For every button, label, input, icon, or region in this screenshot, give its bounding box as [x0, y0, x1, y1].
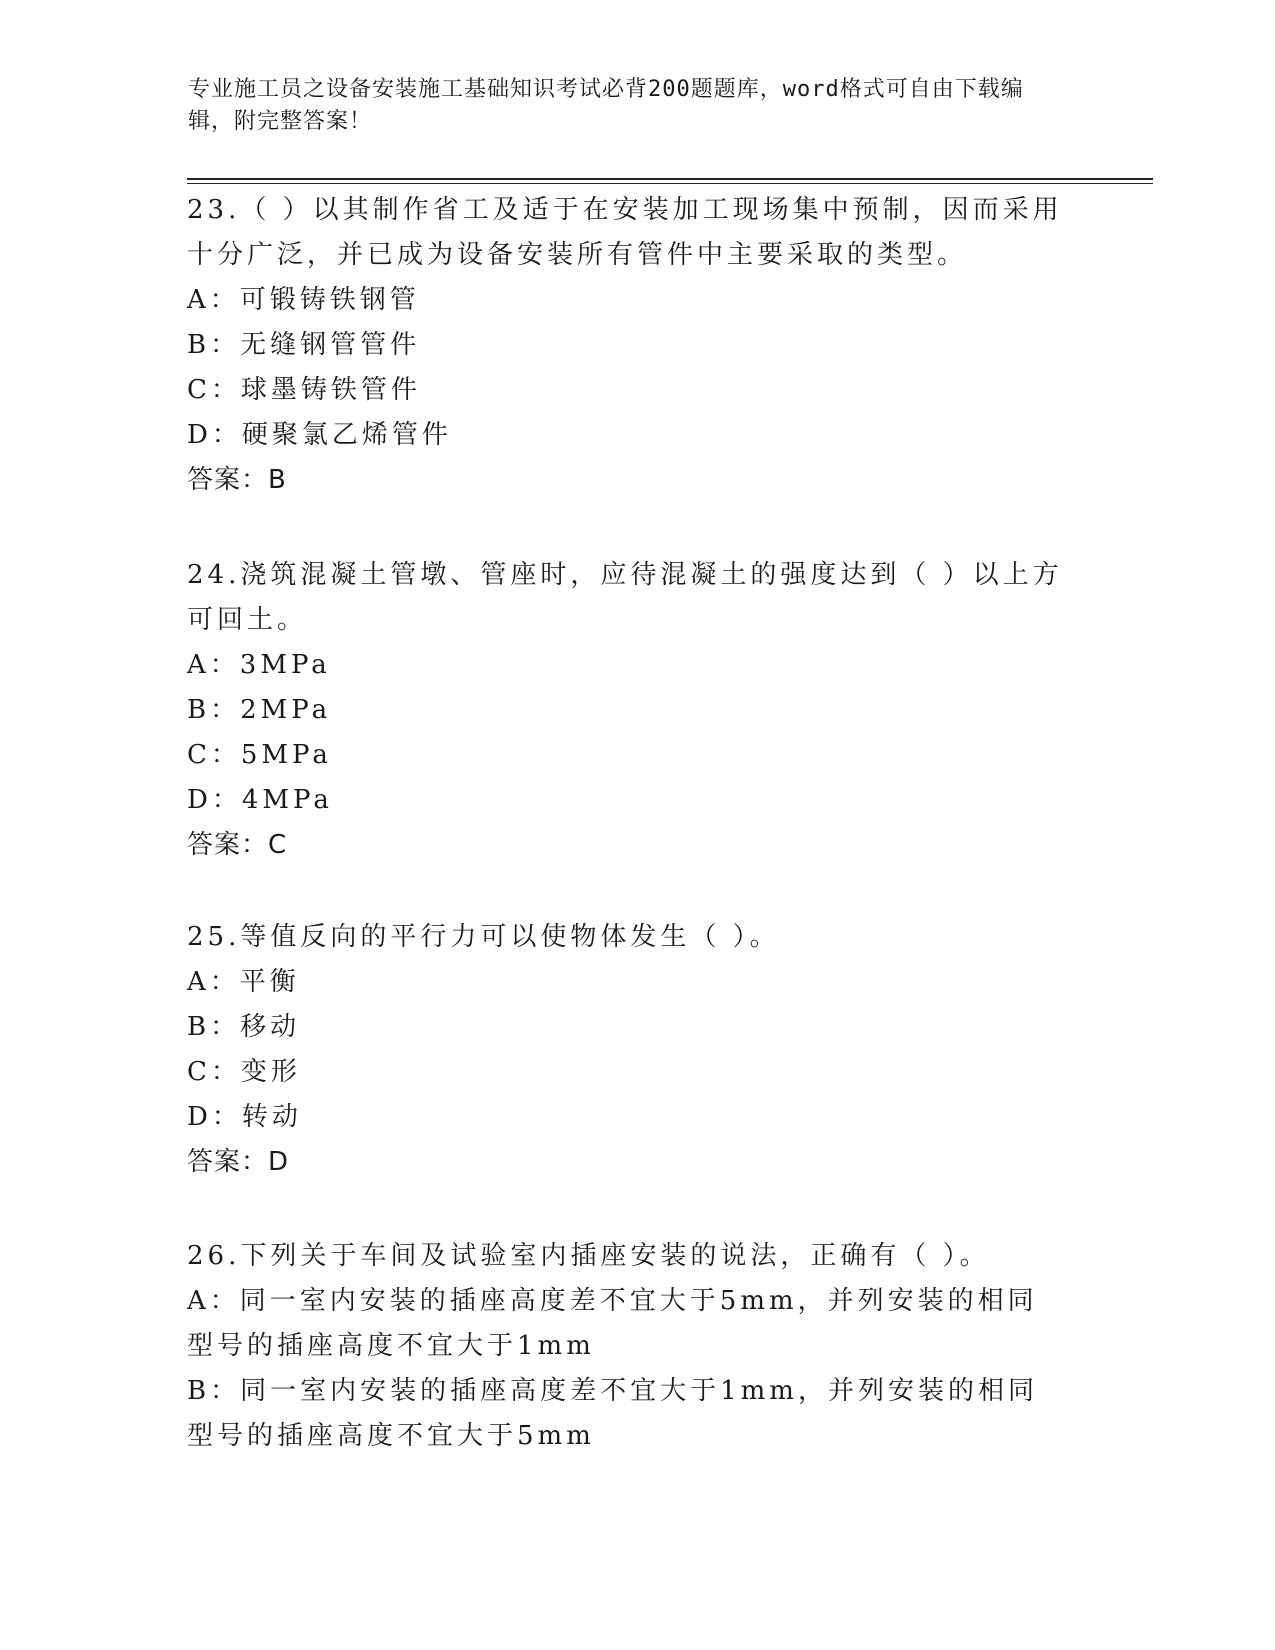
- option-b: B：2MPa: [187, 695, 332, 725]
- option-b: B：移动: [187, 1012, 301, 1042]
- answer-label: 答案：C: [187, 830, 288, 860]
- question-24: [187, 553, 1067, 868]
- option-d: D：4MPa: [187, 785, 333, 815]
- question-stem: 25.等值反向的平行力可以使物体发生（ ）。: [187, 922, 780, 952]
- question-stem: 26.下列关于车间及试验室内插座安装的说法，正确有（ ）。: [187, 1241, 990, 1271]
- question-26: [187, 1234, 1067, 1459]
- option-d: D：硬聚氯乙烯管件: [187, 420, 452, 450]
- option-a: A：3MPa: [187, 650, 331, 680]
- header-divider-thin: [187, 183, 1153, 184]
- option-c: C：5MPa: [187, 740, 332, 770]
- header-text: 专业施工员之设备安装施工基础知识考试必背200题题库，word格式可自由下载编辑，附完整答案！: [188, 77, 1024, 134]
- option-a: A：同一室内安装的插座高度差不宜大于5mm，并列安装的相同型号的插座高度不宜大于1mm: [187, 1286, 1038, 1361]
- answer-label: 答案：D: [187, 1147, 290, 1177]
- option-b: B：同一室内安装的插座高度差不宜大于1mm，并列安装的相同型号的插座高度不宜大于5mm: [187, 1376, 1038, 1451]
- header-divider-thick: [187, 178, 1153, 180]
- option-d: D：转动: [187, 1102, 302, 1132]
- document-header: [188, 74, 1068, 138]
- option-a: A：可锻铸铁钢管: [187, 285, 420, 315]
- question-stem: 24.浇筑混凝土管墩、管座时，应待混凝土的强度达到（ ）以上方可回土。: [187, 560, 1063, 635]
- question-25: [187, 915, 1067, 1185]
- question-stem: 23.（ ）以其制作省工及适于在安装加工现场集中预制，因而采用十分广泛，并已成为设备安装所有管件中主要采取的类型。: [187, 195, 1063, 270]
- option-c: C：变形: [187, 1057, 301, 1087]
- answer-label: 答案：B: [187, 465, 287, 495]
- option-c: C：球墨铸铁管件: [187, 375, 421, 405]
- option-a: A：平衡: [187, 967, 300, 997]
- option-b: B：无缝钢管管件: [187, 330, 421, 360]
- question-23: [187, 188, 1067, 503]
